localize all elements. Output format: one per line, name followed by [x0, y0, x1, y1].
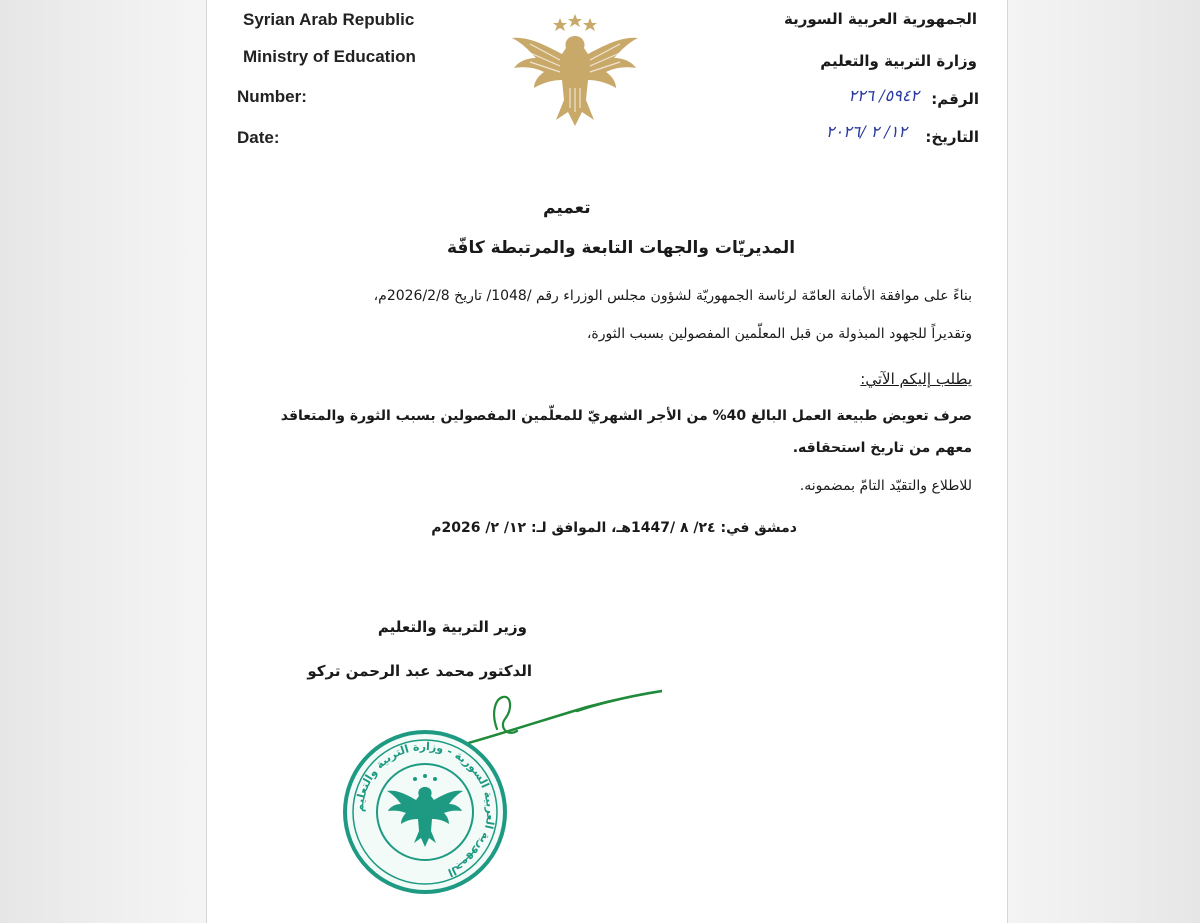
header-ar-ministry: وزارة التربية والتعليم — [820, 52, 977, 70]
header-ar-country: الجمهورية العربية السورية — [784, 10, 977, 28]
place-date-line: دمشق في: ٢٤/ ٨ /1447هـ، الموافق لـ: ١٢/ ٢/ 2026م — [431, 520, 797, 536]
header-ar-number-value: ٥٩٤٢/ ٢٢٦ — [848, 86, 919, 105]
paragraph-1-line-1: بناءً على موافقة الأمانة العامّة لرئاسة الجمهوريّة لشؤون مجلس الوزراء رقم /1048/ تاريخ 2026/2/8م، — [373, 288, 972, 304]
recipient-line: المديريّات والجهات التابعة والمرتبطة كافّة — [447, 238, 796, 258]
header-ar-date-value: ١٢/ ٢ /٢٠٢٦ — [825, 122, 907, 141]
header-en-date-label: Date: — [237, 128, 280, 147]
header-en-country: Syrian Arab Republic — [243, 10, 415, 29]
closing-line: للاطلاع والتقيّد التامّ بمضمونه. — [799, 478, 972, 494]
main-instruction-line-2: معهم من تاريخ استحقاقه. — [792, 440, 972, 456]
header-en-number-label: Number: — [237, 87, 307, 106]
request-heading: يطلب إليكم الآتي: — [860, 370, 972, 388]
golden-eagle-icon — [500, 8, 650, 133]
seal-text: الجمهورية العربية السورية - وزارة التربية والتعليم — [352, 739, 498, 880]
header-en-ministry: Ministry of Education — [243, 47, 416, 66]
minister-title: وزير التربية والتعليم — [377, 618, 527, 636]
paragraph-1-line-2: وتقديراً للجهود المبذولة من قبل المعلّمين المفصولين بسبب الثورة، — [586, 326, 972, 342]
background-left-blur — [0, 0, 240, 923]
header-ar-number-label: الرقم: — [931, 90, 979, 108]
ministry-seal-icon — [340, 727, 510, 897]
minister-name: الدكتور محمد عبد الرحمن تركو — [307, 662, 532, 680]
document-page — [207, 0, 1007, 923]
main-instruction-line-1: صرف تعويض طبيعة العمل البالغ 40% من الأجر الشهريّ للمعلّمين المفصولين بسبب الثورة والمتعاقد — [280, 408, 972, 424]
header-ar-date-label: التاريخ: — [925, 128, 979, 146]
page-title: تعميم — [543, 198, 591, 218]
